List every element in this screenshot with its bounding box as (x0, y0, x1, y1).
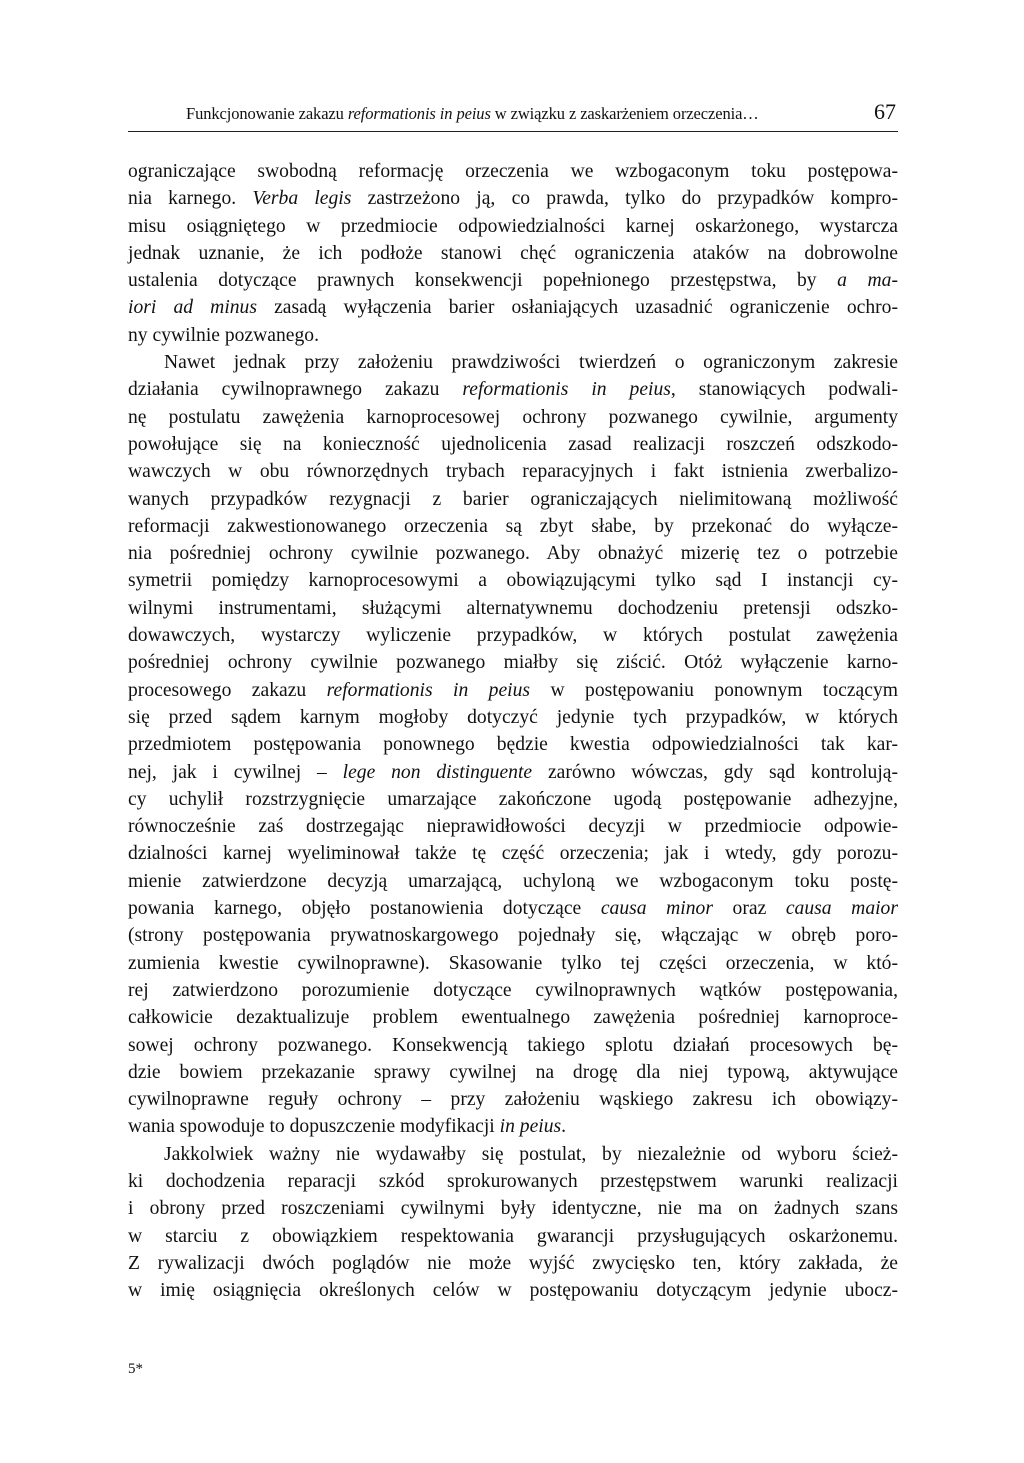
signature-mark: 5* (128, 1361, 143, 1377)
text-line: nej, jak i cywilnej – lege non distinguente zarówno wówczas, gdy sąd kontrolują- (128, 761, 898, 783)
text-line: reformacji zakwestionowanego orzeczenia są zbyt słabe, by przekonać do wyłącze- (128, 515, 898, 537)
text-line: pośredniej ochrony cywilnie pozwanego miałby się ziścić. Otóż wyłączenie karno- (128, 652, 898, 674)
text-line: nia pośredniej ochrony cywilnie pozwanego. Aby obnażyć mizerię tez o potrzebie (128, 543, 898, 565)
text-line: wawczych w obu równorzędnych trybach reparacyjnych i fakt istnienia zwerbalizo- (128, 461, 898, 483)
text-line: w imię osiągnięcia określonych celów w postępowaniu dotyczącym jedynie ubocz- (128, 1280, 898, 1302)
text-line: cywilnoprawne reguły ochrony – przy założeniu wąskiego zakresu ich obowiązy- (128, 1089, 898, 1111)
text-line: rej zatwierdzono porozumienie dotyczące cywilnoprawnych wątków postępowania, (128, 979, 898, 1001)
body-text (128, 158, 898, 1304)
text-line: misu osiągniętego w przedmiocie odpowiedzialności karnej oskarżonego, wystarcza (128, 215, 898, 237)
text-line: ki dochodzenia reparacji szkód sprokurowanych przestępstwem warunki realizacji (128, 1170, 898, 1192)
text-line: nia karnego. Verba legis zastrzeżono ją, co prawda, tylko do przypadków kompro- (128, 188, 898, 210)
text-line: sowej ochrony pozwanego. Konsekwencją takiego splotu działań procesowych bę- (128, 1034, 898, 1056)
text-line: w starciu z obowiązkiem respektowania gwarancji przysługujących oskarżonemu. (128, 1225, 898, 1247)
text-line: cy uchylił rozstrzygnięcie umarzające zakończone ugodą postępowanie adhezyjne, (128, 788, 898, 810)
text-line: iori ad minus zasadą wyłączenia barier osłaniających uzasadnić ograniczenie ochro- (128, 297, 899, 319)
text-line: procesowego zakazu reformationis in peius w postępowaniu ponownym toczącym (128, 679, 898, 701)
text-line: całkowicie dezaktualizuje problem ewentualnego zawężenia pośredniej karnoproce- (128, 1007, 898, 1029)
text-line: ny cywilnie pozwanego. (128, 324, 319, 346)
text-line: dzialności karnej wyeliminował także tę część orzeczenia; jak i wtedy, gdy porozu- (128, 843, 898, 865)
paragraph (128, 1141, 898, 1305)
running-title: Funkcjonowanie zakazu reformationis in peius w związku z zaskarżeniem orzeczenia… (186, 104, 759, 123)
text-line: równocześnie zaś dostrzegając nieprawidłowości decyzji w przedmiocie odpowie- (128, 816, 898, 838)
text-line: zumienia kwestie cywilnoprawne). Skasowanie tylko tej części orzeczenia, w któ- (128, 952, 898, 974)
text-line: Jakkolwiek ważny nie wydawałby się postulat, by niezależnie od wyboru ścież- (164, 1143, 898, 1165)
text-line: Z rywalizacji dwóch poglądów nie może wyjść zwycięsko ten, który zakłada, że (128, 1252, 898, 1274)
text-line: wilnymi instrumentami, służącymi alternatywnemu dochodzeniu pretensji odszko- (128, 597, 898, 619)
text-line: ograniczające swobodną reformację orzeczenia we wzbogaconym toku postępowa- (128, 161, 898, 182)
text-line: ustalenia dotyczące prawnych konsekwencji popełnionego przestępstwa, by a ma- (128, 270, 898, 292)
paragraph (128, 349, 898, 1141)
running-header (128, 101, 898, 132)
text-line: przedmiotem postępowania ponownego będzie kwestia odpowiedzialności tak kar- (128, 734, 898, 756)
text-line: wanych przypadków rezygnacji z barier ograniczających nielimitowaną możliwość (128, 488, 898, 510)
text-line: działania cywilnoprawnego zakazu reformationis in peius, stanowiących podwali- (128, 379, 899, 401)
text-line: powołujące się na konieczność ujednolicenia zasad realizacji roszczeń odszkodo- (128, 433, 898, 455)
paragraph (128, 158, 898, 349)
text-line: (strony postępowania prywatnoskargowego pojednały się, włączając w obręb poro- (128, 925, 898, 947)
page-number: 67 (874, 99, 896, 124)
text-line: mienie zatwierdzone decyzją umarzającą, uchyloną we wzbogaconym toku postę- (128, 870, 898, 892)
text-line: nę postulatu zawężenia karnoprocesowej ochrony pozwanego cywilnie, argumenty (128, 406, 898, 428)
text-line: Nawet jednak przy założeniu prawdziwości twierdzeń o ograniczonym zakresie (164, 352, 898, 374)
text-line: symetrii pomiędzy karnoprocesowymi a obowiązującymi tylko sąd I instancji cy- (128, 570, 898, 592)
text-line: dowawczych, wystarczy wyliczenie przypadków, w których postulat zawężenia (128, 625, 898, 647)
text-line: powania karnego, objęło postanowienia dotyczące causa minor oraz causa maior (128, 898, 898, 920)
text-line: jednak uznanie, że ich podłoże stanowi chęć ograniczenia ataków na dobrowolne (128, 242, 898, 264)
text-line: dzie bowiem przekazanie sprawy cywilnej na drogę dla niej typową, aktywujące (128, 1061, 898, 1083)
text-line: i obrony przed roszczeniami cywilnymi były identyczne, nie ma on żadnych szans (128, 1198, 898, 1220)
text-line: wania spowoduje to dopuszczenie modyfikacji in peius. (128, 1116, 567, 1138)
text-line: się przed sądem karnym mogłoby dotyczyć jedynie tych przypadków, w których (128, 706, 898, 728)
